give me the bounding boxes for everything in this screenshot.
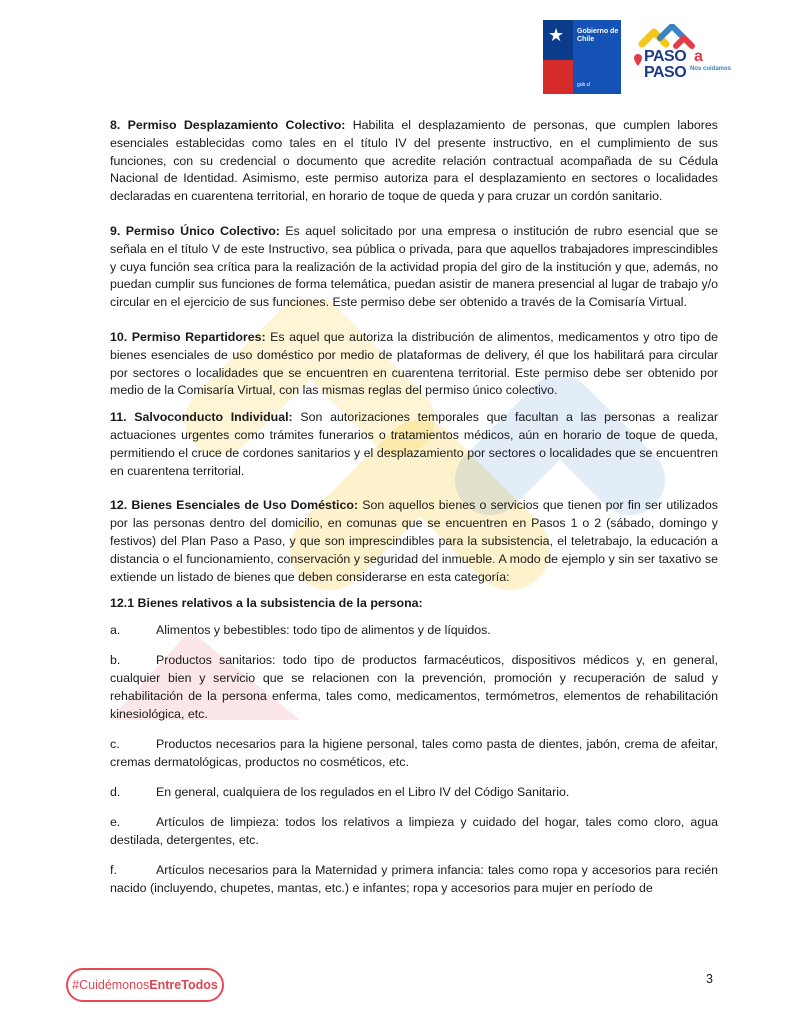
section-9 bbox=[110, 223, 718, 312]
list-item-text: En general, cualquiera de los regulados en el Libro IV del Código Sanitario. bbox=[156, 784, 570, 799]
hashtag-prefix: #Cuidémonos bbox=[72, 978, 150, 992]
section-12 bbox=[110, 497, 718, 586]
section-11-title: 11. Salvoconducto Individual: bbox=[110, 410, 293, 425]
paso-a-paso-logo bbox=[630, 24, 740, 88]
hashtag-badge bbox=[66, 968, 224, 1002]
page-number: 3 bbox=[706, 972, 713, 986]
pin-icon bbox=[634, 54, 642, 66]
list-item bbox=[110, 784, 718, 802]
list-item-letter: b. bbox=[110, 653, 121, 668]
paso-word-1: PASO bbox=[644, 48, 687, 65]
list-item-text: Productos necesarios para la higiene personal, tales como pasta de dientes, jabón, crema de afeitar, cremas dermatológicas, productos no cosméticos, etc. bbox=[110, 736, 718, 769]
section-8-title: 8. Permiso Desplazamiento Colectivo: bbox=[110, 118, 346, 132]
gobierno-text: Gobierno de Chile bbox=[577, 28, 619, 43]
list-item bbox=[110, 814, 718, 850]
section-12-text: Son aquellos bienes o servicios que tienen por fin ser utilizados por las personas dentro del domicilio, en comunas que se encuentren en Pasos 1 o 2 (sábado, domingo y festivos) del Plan Paso a Paso, y que son imprescindibles para la subsistencia, el teletrabajo, la educación a distancia o el funcionamiento, conservación y seguridad del inmueble. A modo de ejemplo y sin ser taxativo se extiende un listado de bienes que deben considerarse en esta categoría: bbox=[110, 498, 718, 584]
paso-a: a bbox=[694, 48, 703, 65]
list-item-text: Artículos necesarios para la Maternidad y primera infancia: tales como ropa y accesorios para recién nacido (incluyendo, chupetes, mantas, etc.) e infantes; ropa y accesorios para mujer en período de bbox=[110, 863, 718, 895]
list-item-text: Artículos de limpieza: todos los relativos a limpieza y cuidado del hogar, tales como cloro, agua destilada, detergentes, etc. bbox=[110, 815, 718, 847]
gobierno-de-chile-logo bbox=[543, 20, 621, 94]
section-11-text: Son autorizaciones temporales que facultan a las personas a realizar actuaciones urgentes como trámites funerarios o tratamientos médicos, aún en horario de toque de queda, permitiendo el cruce de cordones sanitarios y el desplazamiento por sectores o localidades que se encuentren en cuarentena territorial. bbox=[110, 410, 718, 478]
list-item-letter: e. bbox=[110, 815, 121, 830]
section-10-title: 10. Permiso Repartidores: bbox=[110, 329, 266, 344]
nos-cuidamos-text: Nos cuidamos bbox=[690, 66, 732, 72]
list-item bbox=[110, 652, 718, 723]
section-8-text: Habilita el desplazamiento de personas, que cumplen labores esenciales establecidas como tales en el título IV del presente instructivo, en el cumplimiento de sus funciones, con su credencial o documento que acredite relación contractual acompañada de su Cédula Nacional de Identidad. Asimismo, este permiso autoriza para el desplazamiento en sectores o localidades declaradas en cuarentena territorial, en horario de toque de queda y para cruzar un cordón sanitario. bbox=[110, 118, 718, 204]
list-item-text: Alimentos y bebestibles: todo tipo de alimentos y de líquidos. bbox=[156, 623, 491, 638]
flag-red-block bbox=[543, 60, 573, 94]
list-item bbox=[110, 862, 718, 898]
section-9-text: Es aquel solicitado por una empresa o institución de rubro esencial que se señala en el título V de este Instructivo, sea pública o privada, para que aquellos trabajadores imprescindibles y cuya función sea crítica para la realización de la actividad propia del giro de la institución y que, además, no puedan cumplir sus funciones de forma telemática, puedan asistir de manera presencial al lugar de trabajo y/o circular en el ejercicio de sus funciones. Este permiso debe ser obtenido a través de la Comisaría Virtual. bbox=[110, 223, 718, 310]
section-12-title: 12. Bienes Esenciales de Uso Doméstico: bbox=[110, 498, 359, 513]
paso-word-2: PASO bbox=[644, 64, 687, 81]
section-10-text: Es aquel que autoriza la distribución de alimentos, medicamentos y otro tipo de bienes esenciales de uso doméstico por medio de plataformas de delivery, él que los habilitará para circular por sectores o localidades que se encuentren en cuarentena territorial. Este permiso debe ser obtenido por medio de la Comisaría Virtual, con las mismas reglas del permiso único colectivo. bbox=[110, 329, 718, 398]
list-item bbox=[110, 736, 718, 772]
document-body bbox=[110, 117, 718, 910]
section-10 bbox=[110, 329, 718, 400]
section-12-1-title: 12.1 Bienes relativos a la subsistencia de la persona: bbox=[110, 596, 423, 611]
list-item-letter: f. bbox=[110, 863, 117, 878]
hashtag-bold: EntreTodos bbox=[149, 978, 218, 992]
list-item-letter: a. bbox=[110, 623, 121, 638]
list-item-letter: c. bbox=[110, 736, 120, 751]
section-9-title: 9. Permiso Único Colectivo: bbox=[110, 223, 280, 238]
section-11 bbox=[110, 409, 718, 480]
gobierno-url: gob.cl bbox=[577, 82, 591, 88]
chevron-logo-icon bbox=[636, 24, 700, 50]
list-item-text: Productos sanitarios: todo tipo de productos farmacéuticos, dispositivos médicos y, en general, cualquier bien y servicio que se relacionen con la prevención, promoción y recuperación de salud y rehabilitación de la persona enferma, tales como, medicamentos, termómetros, elementos de rehabilitación kinesiológica, etc. bbox=[110, 653, 718, 721]
list-item bbox=[110, 622, 718, 640]
list-item-letter: d. bbox=[110, 784, 121, 799]
section-8 bbox=[110, 117, 718, 206]
star-icon: ★ bbox=[548, 25, 565, 45]
